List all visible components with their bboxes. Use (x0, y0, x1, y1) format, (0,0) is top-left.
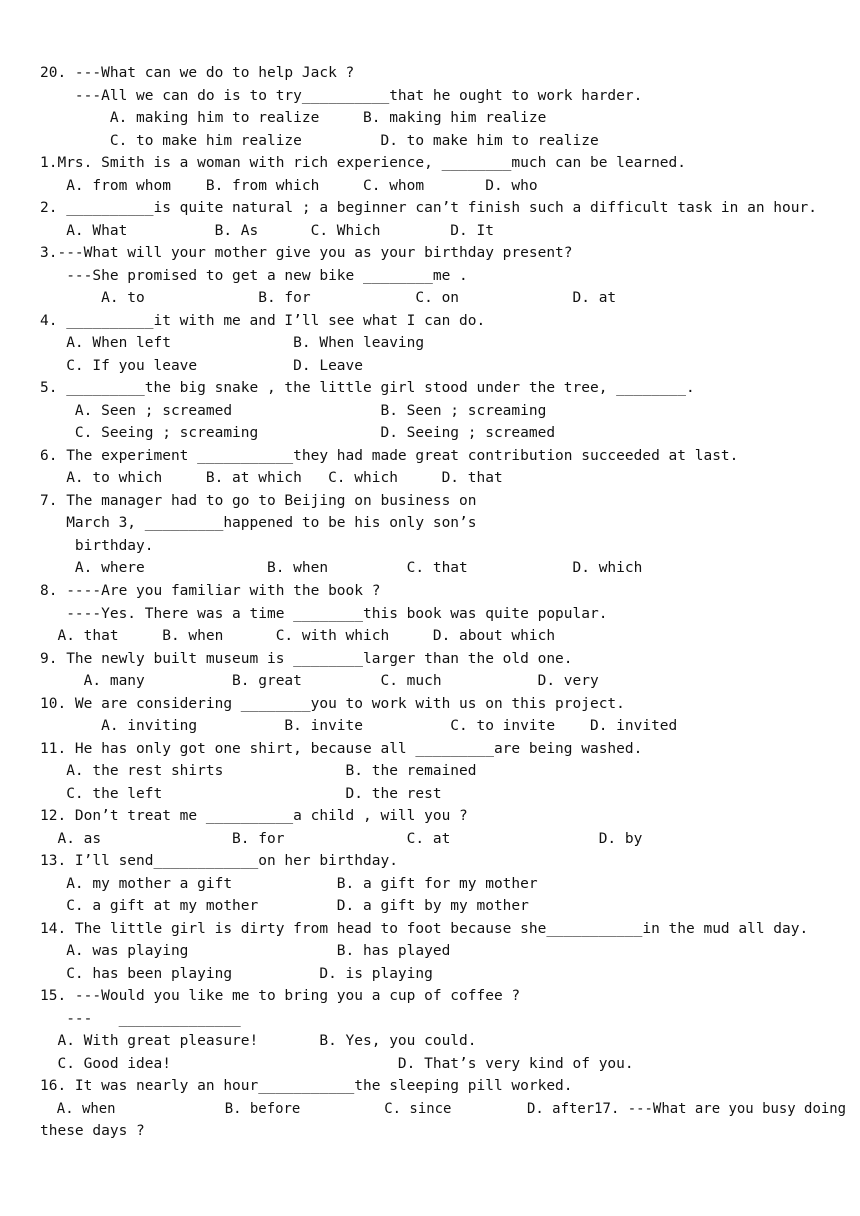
line-26: A. that B. when C. with which D. about which (40, 628, 556, 644)
line-27: 9. The newly built museum is ________larger than the old one. (40, 651, 573, 667)
line-25: ----Yes. There was a time ________this book was quite popular. (40, 606, 608, 622)
line-36: 13. I’ll send____________on her birthday. (40, 853, 398, 869)
line-32: A. the rest shirts B. the remained (40, 763, 477, 779)
line-34: 12. Don’t treat me __________a child , will you ? (40, 808, 468, 824)
line-6: A. from whom B. from which C. whom D. who (40, 178, 538, 194)
line-4: C. to make him realize D. to make him to realize (40, 133, 599, 149)
line-30: A. inviting B. invite C. to invite D. invited (40, 718, 678, 734)
line-43: --- ______________ (40, 1011, 241, 1027)
line-22: birthday. (40, 538, 154, 554)
line-44: A. With great pleasure! B. Yes, you could. (40, 1033, 477, 1049)
line-5: 1.Mrs. Smith is a woman with rich experience, ________much can be learned. (40, 155, 687, 171)
line-31: 11. He has only got one shirt, because all _________are being washed. (40, 741, 643, 757)
line-1: 20. ---What can we do to help Jack ? (40, 65, 355, 81)
line-23: A. where B. when C. that D. which (40, 560, 643, 576)
line-37: A. my mother a gift B. a gift for my mother (40, 876, 538, 892)
line-18: 6. The experiment ___________they had made great contribution succeeded at last. (40, 448, 739, 464)
line-19: A. to which B. at which C. which D. that (40, 470, 503, 486)
line-17: C. Seeing ; screaming D. Seeing ; screamed (40, 425, 556, 441)
line-46: 16. It was nearly an hour___________the sleeping pill worked. (40, 1078, 573, 1094)
line-2: ---All we can do is to try__________that he ought to work harder. (40, 88, 643, 104)
line-3: A. making him to realize B. making him realize (40, 110, 547, 126)
line-45: C. Good idea! D. That’s very kind of you. (40, 1056, 634, 1072)
line-28: A. many B. great C. much D. very (40, 673, 599, 689)
line-42: 15. ---Would you like me to bring you a cup of coffee ? (40, 988, 521, 1004)
line-10: ---She promised to get a new bike ________me . (40, 268, 468, 284)
line-47: A. when B. before C. since D. after17. ---What are you busy doing (40, 1101, 847, 1117)
line-20: 7. The manager had to go to Beijing on business on (40, 493, 477, 509)
line-35: A. as B. for C. at D. by (40, 831, 643, 847)
line-40: A. was playing B. has played (40, 943, 451, 959)
line-48: these days ? (40, 1123, 145, 1139)
line-39: 14. The little girl is dirty from head to foot because she___________in the mud all day. (40, 921, 809, 937)
line-9: 3.---What will your mother give you as your birthday present? (40, 245, 573, 261)
line-29: 10. We are considering ________you to work with us on this project. (40, 696, 625, 712)
line-12: 4. __________it with me and I’ll see what I can do. (40, 313, 486, 329)
line-14: C. If you leave D. Leave (40, 358, 364, 374)
line-41: C. has been playing D. is playing (40, 966, 433, 982)
line-11: A. to B. for C. on D. at (40, 290, 617, 306)
line-8: A. What B. As C. Which D. It (40, 223, 494, 239)
line-21: March 3, _________happened to be his only son’s (40, 515, 477, 531)
line-16: A. Seen ; screamed B. Seen ; screaming (40, 403, 547, 419)
line-33: C. the left D. the rest (40, 786, 442, 802)
line-13: A. When left B. When leaving (40, 335, 425, 351)
line-24: 8. ----Are you familiar with the book ? (40, 583, 381, 599)
line-7: 2. __________is quite natural ; a beginner can’t finish such a difficult task in an hour. (40, 200, 817, 216)
line-38: C. a gift at my mother D. a gift by my mother (40, 898, 529, 914)
line-15: 5. _________the big snake , the little girl stood under the tree, ________. (40, 380, 695, 396)
